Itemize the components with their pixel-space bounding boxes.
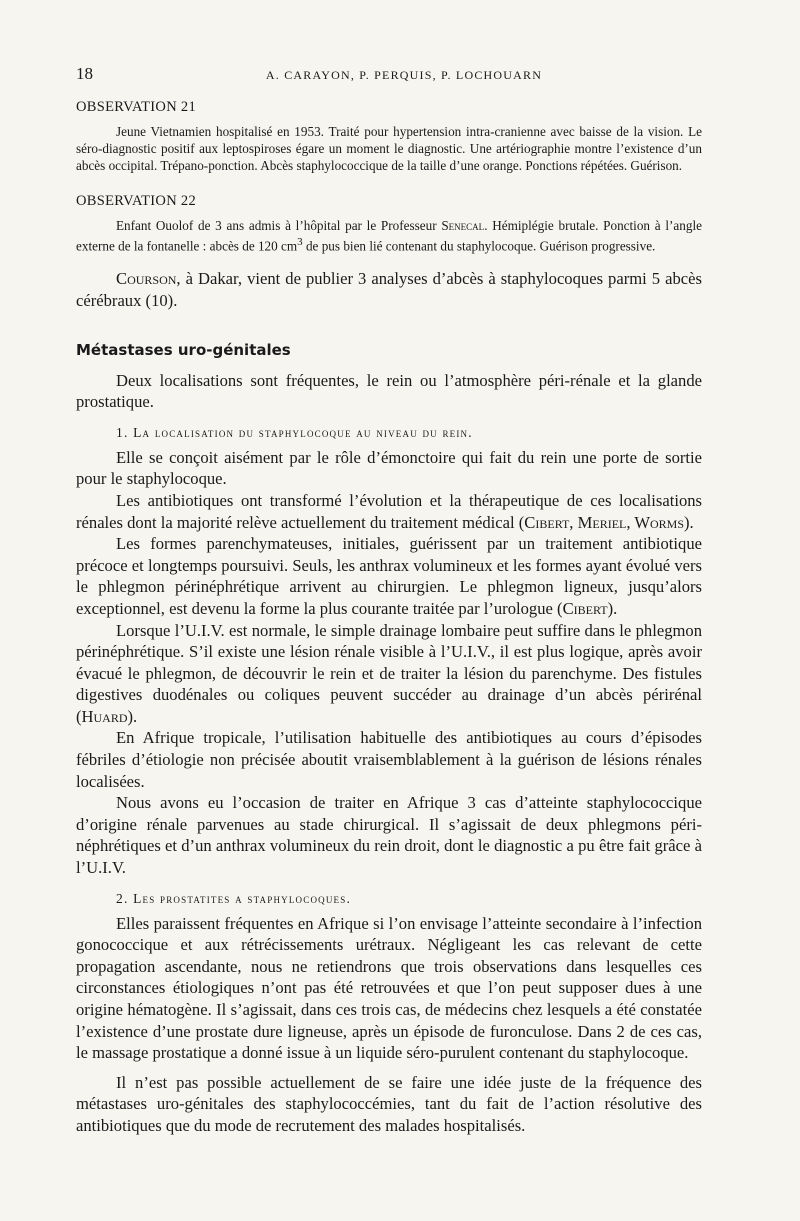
subsection-2-title: 2. Les prostatites a staphylocoques. [116, 890, 352, 906]
courson-paragraph [76, 268, 702, 311]
observation-21-title: OBSERVATION 21 [76, 99, 196, 115]
page-content [76, 98, 702, 1137]
observation-22-text [76, 217, 702, 254]
text-fragment: , à Dakar, vient de publier 3 analyses d’abcès à staphylocoques parmi 5 abcès cérébraux (10). [76, 269, 702, 310]
text-fragment: . Hémiplégie brutale. Ponction à l’angle externe de la fontanelle : abcès de 120 cm [76, 218, 702, 254]
paragraph: Elles paraissent fréquentes en Afrique si l’on envisage l’atteinte secondaire à l’infection gonococcique et aux rétrécissements urétraux. Négligeant les cas relevant de cette propagation ascendante, nous ne retiendrons que trois observations dans lesquelles ces circonstances étiologiques n’ont pas été retrouvées et que l’on peut supposer dues à une origine hématogène. Il s’agissait, dans ces trois cas, de médecins chez lesquels a été constatée l’existence d’une prostate dure ligneuse, après un épisode de furonculose. Dans 2 de ces cas, le massage prostatique a donné issue à un liquide séro-purulent contenant du staphylocoque. [76, 913, 702, 1063]
observation-22-title: OBSERVATION 22 [76, 193, 196, 209]
paragraph: Elle se conçoit aisément par le rôle d’émonctoire qui fait du rein une porte de sortie pour le staphylocoque. [76, 447, 702, 489]
paragraph [76, 620, 702, 728]
text-fragment: ). [127, 706, 138, 726]
author-name: Senecal [441, 218, 485, 233]
text-fragment: ). [684, 512, 694, 532]
author-name: Huard [81, 706, 128, 726]
paragraph [76, 490, 702, 533]
text-fragment: Lorsque l’U.I.V. est normale, le simple drainage lombaire peut suffire dans le phlegmon périnéphrétique. S’il existe une lésion rénale visible à l’U.I.V., il est plus logique, après avoir évacué le phlegmon, de découvrir le rein et de traiter la lésion du parenchyme. Des fistules digestives duodénales ou coliques peuvent succéder au drainage d’un abcès périrénal ( [76, 620, 702, 726]
text-fragment: Enfant Ouolof de 3 ans admis à l’hôpital par le Professeur [116, 218, 442, 233]
author-name: Courson [116, 269, 177, 289]
paragraph: Il n’est pas possible actuellement de se faire une idée juste de la fréquence des métastases uro-génitales des staphylococcémies, tant du fait de l’action résolutive des antibiotiques que du mode de recrutement des malades hospitalisés. [76, 1072, 702, 1135]
text-fragment: Les formes parenchymateuses, initiales, guérissent par un traitement antibiotique précoce et longtemps poursuivi. Seuls, les anthrax volumineux et les formes ayant évolué vers le phlegmon périnéphrétique arrivent au chirurgien. Le phlegmon ligneux, jusqu’alors exceptionnel, est devenu la forme la plus courante traitée par l’urologue ( [76, 534, 702, 618]
subsection-1-title: 1. La localisation du staphylocoque au niveau du rein. [116, 424, 473, 440]
text-fragment: de pus bien lié contenant du staphylocoque. Guérison progressive. [302, 238, 656, 254]
paragraph: Nous avons eu l’occasion de traiter en Afrique 3 cas d’atteinte staphylococcique d’origine rénale parvenues au stade chirurgical. Il s’agissait de deux phlegmons péri-néphrétiques et d’un anthrax volumineux du rein droit, dont le diagnostic a pu être fait grâce à l’U.I.V. [76, 793, 702, 878]
author-name: Cibert [562, 598, 608, 618]
text-fragment: Les antibiotiques ont transformé l’évolution et la thérapeutique de ces localisations rénales dont la majorité relève actuellement du traitement médical ( [76, 490, 702, 532]
page-header [76, 64, 702, 86]
observation-21-text: Jeune Vietnamien hospitalisé en 1953. Traité pour hypertension intra-cranienne avec baisse de la vision. Le séro-diagnostic positif aux leptospiroses égare un moment le diagnostic. Une artériographie montre l’existence d’un abcès occipital. Trépano-ponction. Abcès staphylococcique de la taille d’une orange. Ponctions répétées. Guérison. [76, 124, 702, 173]
author-names: Cibert, Meriel, Worms [524, 512, 685, 532]
superscript: 3 [297, 236, 303, 248]
section-heading: Métastases uro-génitales [76, 340, 291, 359]
text-fragment: ). [607, 598, 618, 618]
running-title: A. CARAYON, P. PERQUIS, P. LOCHOUARN [265, 68, 543, 82]
section-intro: Deux localisations sont fréquentes, le rein ou l’atmosphère péri-rénale et la glande prostatique. [76, 370, 702, 412]
page-number: 18 [76, 64, 93, 83]
paragraph: En Afrique tropicale, l’utilisation habituelle des antibiotiques au cours d’épisodes fébriles d’étiologie non précisée aboutit vraisemblablement à la guérison de lésions rénales localisées. [76, 728, 702, 791]
paragraph [76, 533, 702, 619]
